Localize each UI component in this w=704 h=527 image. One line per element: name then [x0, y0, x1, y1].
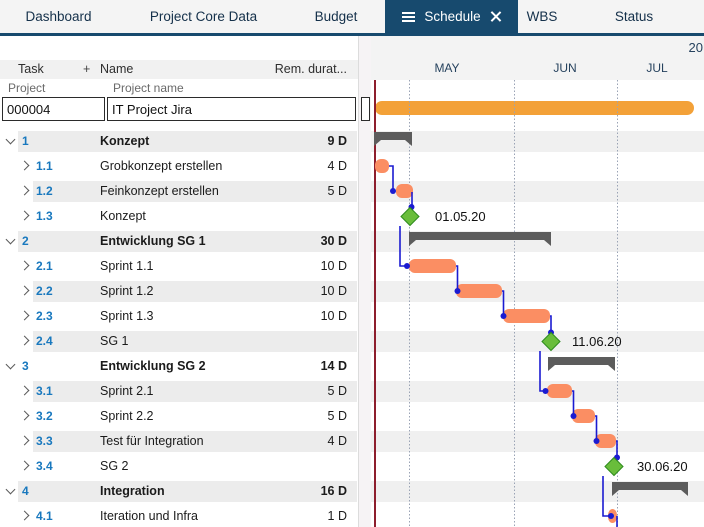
- row-shading: [33, 381, 357, 402]
- column-header-name[interactable]: Name: [100, 62, 134, 76]
- chevron-right-icon[interactable]: [20, 461, 30, 471]
- task-bar-1.1[interactable]: [375, 159, 389, 173]
- task-bar-2.2[interactable]: [456, 284, 502, 298]
- month-label-jul: JUL: [646, 61, 668, 75]
- chevron-right-icon[interactable]: [20, 411, 30, 421]
- connector-dot: [404, 263, 410, 269]
- milestone-diamond-task-3.4[interactable]: [605, 458, 623, 476]
- tab-bar: [0, 0, 704, 33]
- task-number[interactable]: 2.4: [36, 334, 53, 348]
- task-duration[interactable]: 9 D: [327, 134, 347, 148]
- task-name[interactable]: Sprint 2.1: [100, 384, 154, 398]
- table-row-task-2[interactable]: [0, 229, 358, 254]
- table-row-task-4[interactable]: [0, 479, 358, 504]
- table-row-task-1[interactable]: [0, 129, 358, 154]
- table-row-task-3.4[interactable]: [0, 454, 358, 479]
- chevron-right-icon[interactable]: [20, 386, 30, 396]
- chevron-right-icon[interactable]: [20, 436, 30, 446]
- project-id-input[interactable]: [2, 97, 105, 121]
- chevron-down-icon[interactable]: [6, 360, 16, 370]
- task-name[interactable]: Grobkonzept erstellen: [100, 159, 223, 173]
- task-number[interactable]: 2.2: [36, 284, 53, 298]
- project-name-label: Project name: [113, 81, 184, 95]
- duration-input-clipped[interactable]: [361, 97, 370, 121]
- milestone-date-label: 01.05.20: [435, 209, 486, 224]
- column-header-duration[interactable]: Rem. durat...: [274, 62, 347, 76]
- task-name[interactable]: Entwicklung SG 1: [100, 234, 206, 248]
- chevron-right-icon[interactable]: [20, 161, 30, 171]
- task-name[interactable]: Test für Integration: [100, 434, 204, 448]
- table-row-task-3.2[interactable]: [0, 404, 358, 429]
- connector-dot: [594, 438, 600, 444]
- project-name-input[interactable]: [107, 97, 356, 121]
- tab-dashboard[interactable]: Dashboard: [25, 9, 92, 24]
- row-shading: [33, 331, 357, 352]
- table-row-task-2.1[interactable]: [0, 254, 358, 279]
- task-name[interactable]: Sprint 1.3: [100, 309, 154, 323]
- row-shading: [33, 281, 357, 302]
- gantt-row-stripe: [371, 181, 704, 202]
- gantt-row-stripe: [371, 131, 704, 152]
- timeline-start-line: [374, 80, 376, 527]
- task-duration[interactable]: 30 D: [320, 234, 347, 248]
- tab-schedule[interactable]: [385, 0, 518, 33]
- task-number[interactable]: 2.1: [36, 259, 53, 273]
- gantt-timescale-header: [371, 36, 704, 80]
- task-duration[interactable]: 4 D: [327, 159, 347, 173]
- task-name[interactable]: SG 2: [100, 459, 129, 473]
- task-number[interactable]: 3: [22, 359, 29, 373]
- task-number[interactable]: 3.2: [36, 409, 53, 423]
- task-bar-1.2[interactable]: [396, 184, 413, 198]
- task-number[interactable]: 4.1: [36, 509, 53, 523]
- task-number[interactable]: 2.3: [36, 309, 53, 323]
- task-duration[interactable]: 1 D: [327, 509, 347, 523]
- gantt-row-stripe: [371, 381, 704, 402]
- year-label: 20: [688, 40, 703, 55]
- chevron-down-icon[interactable]: [6, 485, 16, 495]
- table-row-task-3.1[interactable]: [0, 379, 358, 404]
- task-name[interactable]: Feinkonzept erstellen: [100, 184, 219, 198]
- task-name[interactable]: Sprint 2.2: [100, 409, 154, 423]
- connector-dot: [501, 313, 507, 319]
- connector-dot: [571, 413, 577, 419]
- chevron-right-icon[interactable]: [20, 286, 30, 296]
- task-name[interactable]: Sprint 1.1: [100, 259, 154, 273]
- table-row-task-1.3[interactable]: [0, 204, 358, 229]
- chevron-right-icon[interactable]: [20, 186, 30, 196]
- task-bar-2.1[interactable]: [409, 259, 456, 273]
- task-duration[interactable]: 5 D: [327, 409, 347, 423]
- task-number[interactable]: 1: [22, 134, 29, 148]
- table-row-task-1.1[interactable]: [0, 154, 358, 179]
- milestone-date-label: 11.06.20: [572, 334, 622, 349]
- table-column-header: [0, 60, 358, 79]
- task-name[interactable]: Sprint 1.2: [100, 284, 154, 298]
- table-row-task-4.1[interactable]: [0, 504, 358, 527]
- chevron-right-icon[interactable]: [20, 336, 30, 346]
- task-number[interactable]: 1.1: [36, 159, 53, 173]
- gantt-row-stripe: [371, 281, 704, 302]
- task-duration[interactable]: 5 D: [327, 384, 347, 398]
- add-column-button[interactable]: +: [83, 62, 91, 76]
- month-label-jun: JUN: [553, 61, 577, 75]
- tab-label: Schedule: [424, 9, 481, 24]
- gantt-row-stripe: [371, 331, 704, 352]
- chevron-right-icon[interactable]: [20, 211, 30, 221]
- connector-dot: [455, 288, 461, 294]
- task-number[interactable]: 3.4: [36, 459, 53, 473]
- task-number[interactable]: 2: [22, 234, 29, 248]
- task-name[interactable]: Konzept: [100, 209, 146, 223]
- task-table-panel: [0, 36, 358, 527]
- row-shading: [18, 131, 357, 152]
- close-icon[interactable]: [490, 11, 501, 22]
- task-duration[interactable]: 16 D: [320, 484, 347, 498]
- tab-status[interactable]: Status: [614, 9, 654, 24]
- tab-budget[interactable]: Budget: [314, 9, 358, 24]
- connector-dot: [390, 188, 396, 194]
- task-number[interactable]: 3.3: [36, 434, 53, 448]
- column-header-task[interactable]: Task: [18, 62, 44, 76]
- project-label: Project: [8, 81, 46, 95]
- milestone-date-label: 30.06.20: [637, 459, 688, 474]
- task-name[interactable]: Entwicklung SG 2: [100, 359, 206, 373]
- task-name[interactable]: Integration: [100, 484, 165, 498]
- tab-wbs[interactable]: WBS: [526, 9, 558, 24]
- chevron-right-icon[interactable]: [20, 311, 30, 321]
- tab-project-core-data[interactable]: Project Core Data: [149, 9, 258, 24]
- task-duration[interactable]: 10 D: [320, 284, 347, 298]
- table-row-task-1.2[interactable]: [0, 179, 358, 204]
- project-summary-bar[interactable]: [375, 101, 694, 115]
- gantt-svg: [371, 80, 704, 527]
- task-number[interactable]: 1.3: [36, 209, 53, 223]
- connector-dot: [543, 388, 549, 394]
- task-duration[interactable]: 14 D: [320, 359, 347, 373]
- summary-bar-task-3[interactable]: [548, 357, 615, 371]
- connector-dot: [608, 513, 614, 519]
- chevron-right-icon[interactable]: [20, 511, 30, 521]
- row-shading: [18, 481, 357, 502]
- task-bar-2.3[interactable]: [503, 309, 550, 323]
- menu-icon[interactable]: [402, 10, 415, 24]
- task-name[interactable]: SG 1: [100, 334, 129, 348]
- task-bar-3.1[interactable]: [547, 384, 572, 398]
- task-name[interactable]: Konzept: [100, 134, 150, 148]
- month-label-may: MAY: [434, 61, 460, 75]
- task-duration[interactable]: 4 D: [327, 434, 347, 448]
- task-number[interactable]: 4: [22, 484, 29, 498]
- table-row-task-3.3[interactable]: [0, 429, 358, 454]
- task-number[interactable]: 1.2: [36, 184, 53, 198]
- gantt-row-stripe: [371, 431, 704, 452]
- chevron-down-icon[interactable]: [6, 135, 16, 145]
- task-name[interactable]: Iteration und Infra: [100, 509, 198, 523]
- table-row-task-2.2[interactable]: [0, 279, 358, 304]
- task-number[interactable]: 3.1: [36, 384, 53, 398]
- chevron-right-icon[interactable]: [20, 261, 30, 271]
- table-row-task-2.3[interactable]: [0, 304, 358, 329]
- table-row-task-3[interactable]: [0, 354, 358, 379]
- milestone-diamond-task-1.3[interactable]: [401, 208, 419, 226]
- task-duration[interactable]: 5 D: [327, 184, 347, 198]
- task-duration[interactable]: 10 D: [320, 309, 347, 323]
- chevron-down-icon[interactable]: [6, 235, 16, 245]
- task-duration[interactable]: 10 D: [320, 259, 347, 273]
- task-rows: [0, 129, 358, 527]
- table-row-task-2.4[interactable]: [0, 329, 358, 354]
